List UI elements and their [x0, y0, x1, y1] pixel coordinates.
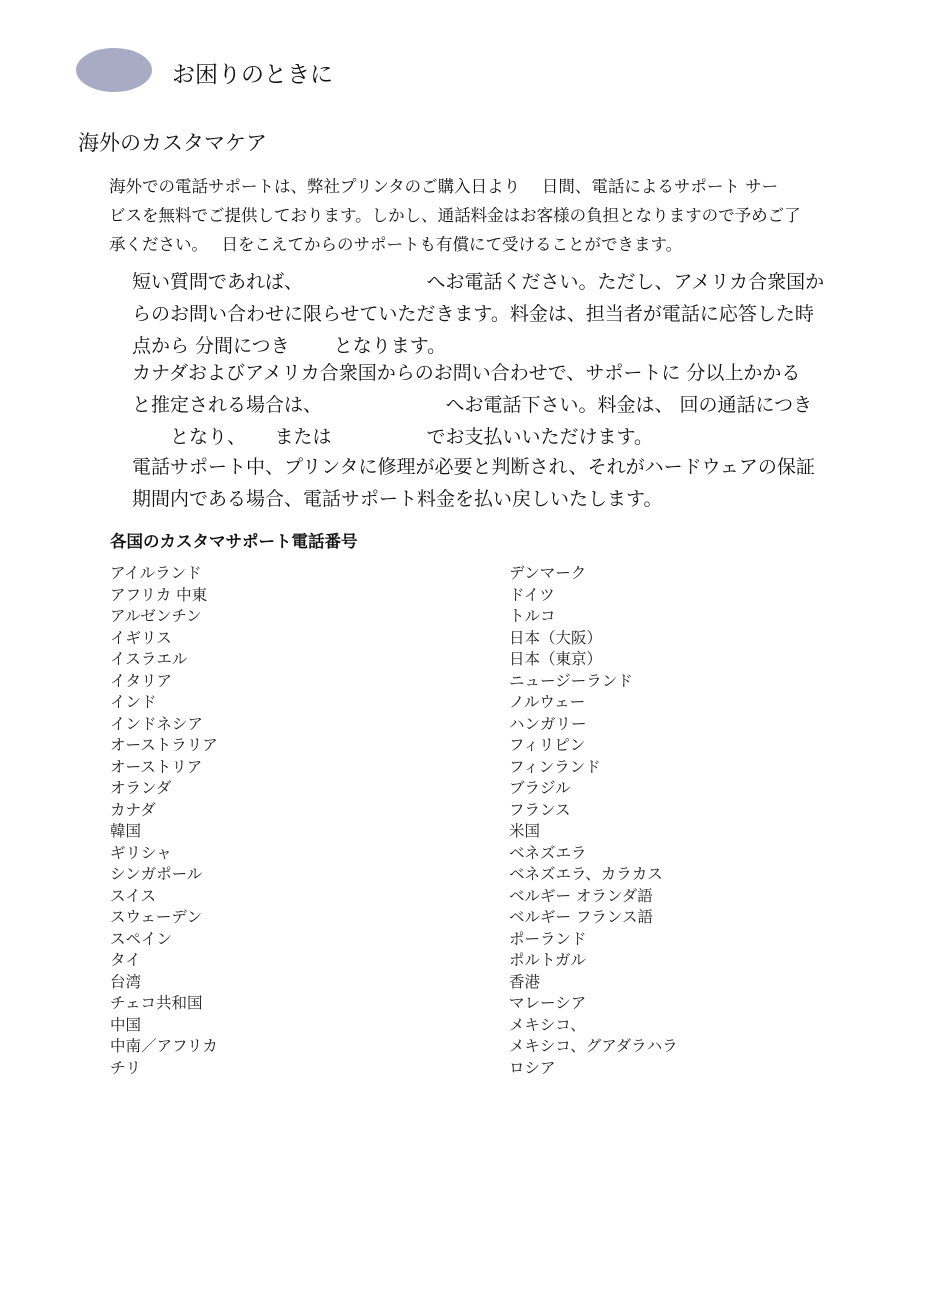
bullet-line: 期間内である場合、電話サポート料金を払い戻しいたします。 — [132, 488, 663, 510]
country-item: ハンガリー — [509, 714, 587, 733]
intro-line: ビスを無料でご提供しております。しかし、通話料金はお客様の負担となりますので予めご了 — [109, 206, 801, 225]
intro-line: 海外での電話サポートは、弊社プリンタのご購入日より 日間、電話によるサポート サー — [109, 177, 779, 196]
country-item: ポーランド — [509, 929, 587, 948]
bullet-line: と推定される場合は、 へお電話下さい。料金は、 回の通話につき — [132, 394, 813, 416]
country-item: スイス — [110, 886, 157, 905]
country-item: シンガポール — [110, 865, 203, 883]
country-item: チェコ共和国 — [110, 994, 203, 1012]
country-item: ロシア — [509, 1058, 556, 1077]
country-item: フィンランド — [509, 757, 601, 776]
intro-paragraph — [109, 172, 884, 259]
country-item: アイルランド — [110, 564, 202, 582]
country-item: 韓国 — [110, 822, 142, 840]
country-item: インド — [110, 693, 157, 711]
country-item: イタリア — [110, 671, 173, 690]
country-item: ベルギー フランス語 — [509, 908, 653, 926]
country-item: オーストリア — [110, 757, 203, 776]
bullet-line: となり、 または でお支払いいただけます。 — [132, 426, 653, 448]
country-item: ベネズエラ — [509, 843, 587, 862]
countries-list-right — [509, 563, 678, 1079]
bullet-line: カナダおよびアメリカ合衆国からのお問い合わせで、サポートに 分以上かかる — [132, 362, 801, 384]
country-item: ベルギー オランダ語 — [509, 886, 653, 905]
country-item: ギリシャ — [110, 843, 172, 862]
country-item: ニュージーランド — [509, 671, 633, 690]
country-item: メキシコ、グアダラハラ — [509, 1037, 678, 1055]
country-item: スペイン — [110, 929, 173, 948]
intro-line: 承ください。 日をこえてからのサポートも有償にて受けることができます。 — [109, 235, 683, 254]
country-item: メキシコ、 — [509, 1015, 586, 1034]
country-item: フィリピン — [509, 736, 586, 754]
country-item: オランダ — [110, 779, 172, 797]
country-item: タイ — [110, 951, 141, 969]
country-item: カナダ — [110, 800, 156, 819]
country-item: オーストラリア — [110, 736, 218, 754]
countries-heading: 各国のカスタマサポート電話番号 — [110, 532, 358, 551]
country-item: 米国 — [509, 822, 541, 840]
country-item: デンマーク — [509, 564, 587, 582]
country-item: 台湾 — [110, 972, 142, 991]
country-item: インドネシア — [110, 714, 203, 733]
country-item: トルコ — [509, 607, 556, 625]
country-item: フランス — [509, 800, 571, 819]
country-item: アフリカ 中東 — [110, 585, 208, 604]
page-title: お困りのときに — [172, 62, 333, 88]
country-item: ポルトガル — [509, 951, 587, 969]
countries-list-left — [110, 563, 218, 1079]
bullet-line: 電話サポート中、プリンタに修理が必要と判断され、それがハードウェアの保証 — [132, 456, 815, 478]
bullet-long-support — [132, 357, 882, 453]
bullet-line: らのお問い合わせに限らせていただきます。料金は、担当者が電話に応答した時 — [132, 303, 814, 325]
country-item: マレーシア — [509, 994, 587, 1012]
country-item: 日本（東京） — [509, 650, 603, 668]
country-item: イスラエル — [110, 650, 188, 668]
country-item: アルゼンチン — [110, 607, 202, 625]
country-item: ノルウェー — [509, 693, 586, 711]
country-item: 日本（大阪） — [509, 628, 603, 647]
country-item: ベネズエラ、カラカス — [509, 865, 663, 883]
bullet-short-question — [132, 266, 882, 362]
country-item: 中南／アフリカ — [110, 1037, 218, 1055]
country-item: ブラジル — [509, 779, 571, 797]
bullet-line: 点から 分間につき となります。 — [132, 335, 447, 357]
country-item: 中国 — [110, 1015, 142, 1034]
country-item: 香港 — [509, 972, 541, 991]
country-item: イギリス — [110, 628, 172, 647]
country-item: スウェーデン — [110, 908, 203, 926]
section-title: 海外のカスタマケア — [78, 131, 267, 155]
country-item: ドイツ — [509, 585, 555, 604]
country-item: チリ — [110, 1058, 142, 1077]
bullet-line: 短い質問であれば、 へお電話ください。ただし、アメリカ合衆国か — [132, 271, 825, 293]
bullet-refund — [132, 451, 882, 515]
chapter-tab-oval — [76, 48, 152, 92]
